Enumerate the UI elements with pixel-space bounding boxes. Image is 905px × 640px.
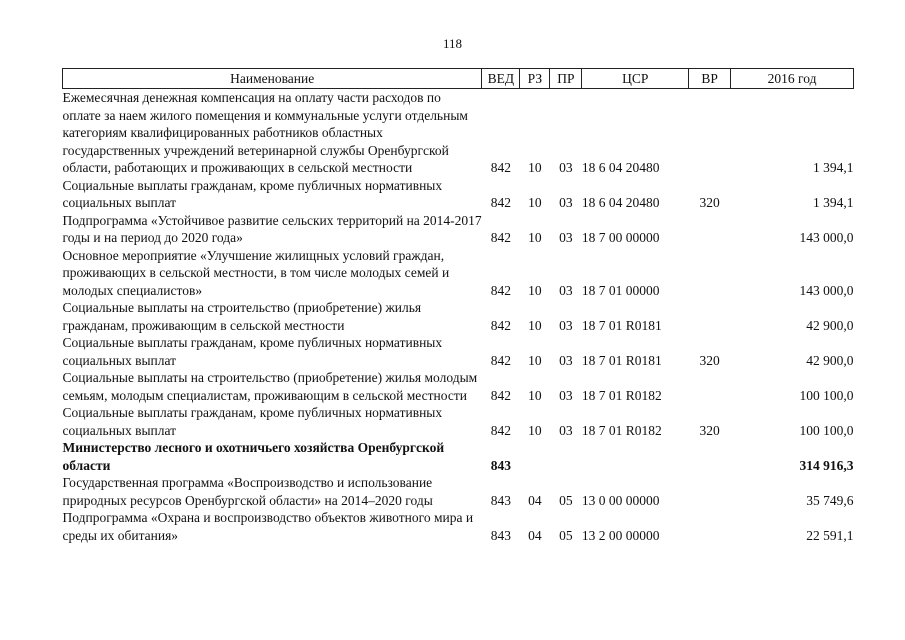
header-year: 2016 год (731, 69, 854, 89)
row-pr: 03 (559, 317, 573, 333)
row-rz: 10 (528, 195, 542, 210)
row-csr: 18 7 01 R0181 (581, 352, 662, 368)
header-ved: ВЕД (482, 69, 520, 89)
row-amount: 314 916,3 (799, 457, 854, 473)
row-name: Подпрограмма «Охрана и воспроизводство объектов животного мира и среды их обитания» (62, 510, 474, 543)
row-pr: 03 (559, 387, 573, 403)
row-amount: 143 000,0 (799, 282, 854, 298)
row-ved: 842 (490, 317, 511, 333)
row-rz: 10 (528, 230, 542, 245)
table-row (63, 177, 854, 212)
row-pr: 05 (559, 492, 573, 508)
table-row (63, 369, 854, 404)
row-vr (689, 509, 731, 544)
table-row (63, 212, 854, 247)
table-row (63, 334, 854, 369)
row-rz: 10 (528, 282, 542, 298)
row-name: Ежемесячная денежная компенсация на оплату части расходов по оплате за наем жилого помещения и коммунальные услуги отдельным категориям квалифицированных работников областных государственных учреждений ветеринарной службы Оренбургской области, работающих и проживающих в сельской местности (62, 90, 468, 175)
row-name: Государственная программа «Воспроизводство и использование природных ресурсов Оренбургской области» на 2014–2020 годы (62, 475, 433, 508)
header-name: Наименование (63, 69, 482, 89)
row-name: Министерство лесного и охотничьего хозяйства Оренбургской области (62, 440, 445, 473)
row-csr (582, 439, 689, 474)
table-row (63, 247, 854, 300)
row-rz: 04 (528, 492, 542, 508)
row-rz: 10 (528, 352, 542, 368)
row-rz: 10 (528, 317, 542, 333)
row-vr (689, 212, 731, 247)
table-row (63, 509, 854, 544)
row-amount: 1 394,1 (813, 160, 854, 175)
row-csr: 18 7 01 00000 (581, 282, 660, 298)
row-name: Социальные выплаты гражданам, кроме публичных нормативных социальных выплат (62, 177, 443, 210)
row-pr: 03 (559, 230, 573, 245)
row-pr: 03 (559, 282, 573, 298)
row-vr: 320 (699, 422, 720, 438)
row-ved: 842 (490, 230, 511, 245)
table-row-ministry (63, 439, 854, 474)
table-row (63, 89, 854, 177)
row-rz (520, 439, 550, 474)
row-amount: 143 000,0 (799, 230, 854, 245)
row-vr (689, 299, 731, 334)
row-rz: 10 (528, 387, 542, 403)
row-amount: 1 394,1 (813, 195, 854, 210)
row-ved: 842 (490, 387, 511, 403)
row-name: Социальные выплаты на строительство (приобретение) жилья гражданам, проживающим в сельской местности (62, 300, 422, 333)
row-ved: 843 (490, 457, 511, 473)
row-name: Основное мероприятие «Улучшение жилищных условий граждан, проживающих в сельской местности, в том числе молодых семей и молодых специалистов» (62, 247, 450, 298)
header-pr: ПР (550, 69, 582, 89)
row-rz: 10 (528, 422, 542, 438)
row-name: Социальные выплаты гражданам, кроме публичных нормативных социальных выплат (62, 405, 443, 438)
row-pr: 03 (559, 422, 573, 438)
row-pr (550, 439, 582, 474)
row-name: Подпрограмма «Устойчивое развитие сельских территорий на 2014-2017 годы и на период до 2020 года» (62, 212, 482, 245)
row-csr: 13 0 00 00000 (581, 492, 660, 508)
row-csr: 18 6 04 20480 (581, 195, 660, 210)
row-pr: 03 (559, 160, 573, 175)
row-csr: 18 7 01 R0181 (581, 317, 662, 333)
row-vr (689, 439, 731, 474)
row-amount: 35 749,6 (806, 492, 854, 508)
header-rz: РЗ (520, 69, 550, 89)
table-row (63, 474, 854, 509)
row-vr (689, 474, 731, 509)
row-rz: 10 (528, 160, 542, 175)
budget-table (62, 68, 854, 544)
row-ved: 842 (490, 422, 511, 438)
row-vr (689, 369, 731, 404)
row-csr: 13 2 00 00000 (581, 527, 660, 543)
row-amount: 100 100,0 (799, 387, 854, 403)
row-ved: 842 (490, 352, 511, 368)
row-csr: 18 6 04 20480 (581, 160, 660, 175)
row-amount: 42 900,0 (806, 352, 854, 368)
row-pr: 05 (559, 527, 573, 543)
row-vr (689, 247, 731, 300)
header-csr: ЦСР (582, 69, 689, 89)
row-name: Социальные выплаты гражданам, кроме публичных нормативных социальных выплат (62, 335, 443, 368)
row-csr: 18 7 01 R0182 (581, 387, 662, 403)
row-vr (689, 89, 731, 177)
table-header-row (63, 69, 854, 89)
row-ved: 842 (490, 195, 511, 210)
row-vr: 320 (699, 195, 720, 210)
row-ved: 842 (490, 282, 511, 298)
header-vr: ВР (689, 69, 731, 89)
table-row (63, 404, 854, 439)
row-amount: 22 591,1 (806, 527, 854, 543)
page-number: 118 (442, 36, 463, 51)
row-csr: 18 7 00 00000 (581, 230, 660, 245)
row-rz: 04 (528, 527, 542, 543)
row-pr: 03 (559, 195, 573, 210)
row-ved: 843 (490, 527, 511, 543)
row-pr: 03 (559, 352, 573, 368)
row-csr: 18 7 01 R0182 (581, 422, 662, 438)
row-ved: 843 (490, 492, 511, 508)
row-vr: 320 (699, 352, 720, 368)
row-amount: 100 100,0 (799, 422, 854, 438)
table-row (63, 299, 854, 334)
row-ved: 842 (490, 160, 511, 175)
row-amount: 42 900,0 (806, 317, 854, 333)
row-name: Социальные выплаты на строительство (приобретение) жилья молодым семьям, молодым специалистам, проживающим в сельской местности (62, 370, 478, 403)
